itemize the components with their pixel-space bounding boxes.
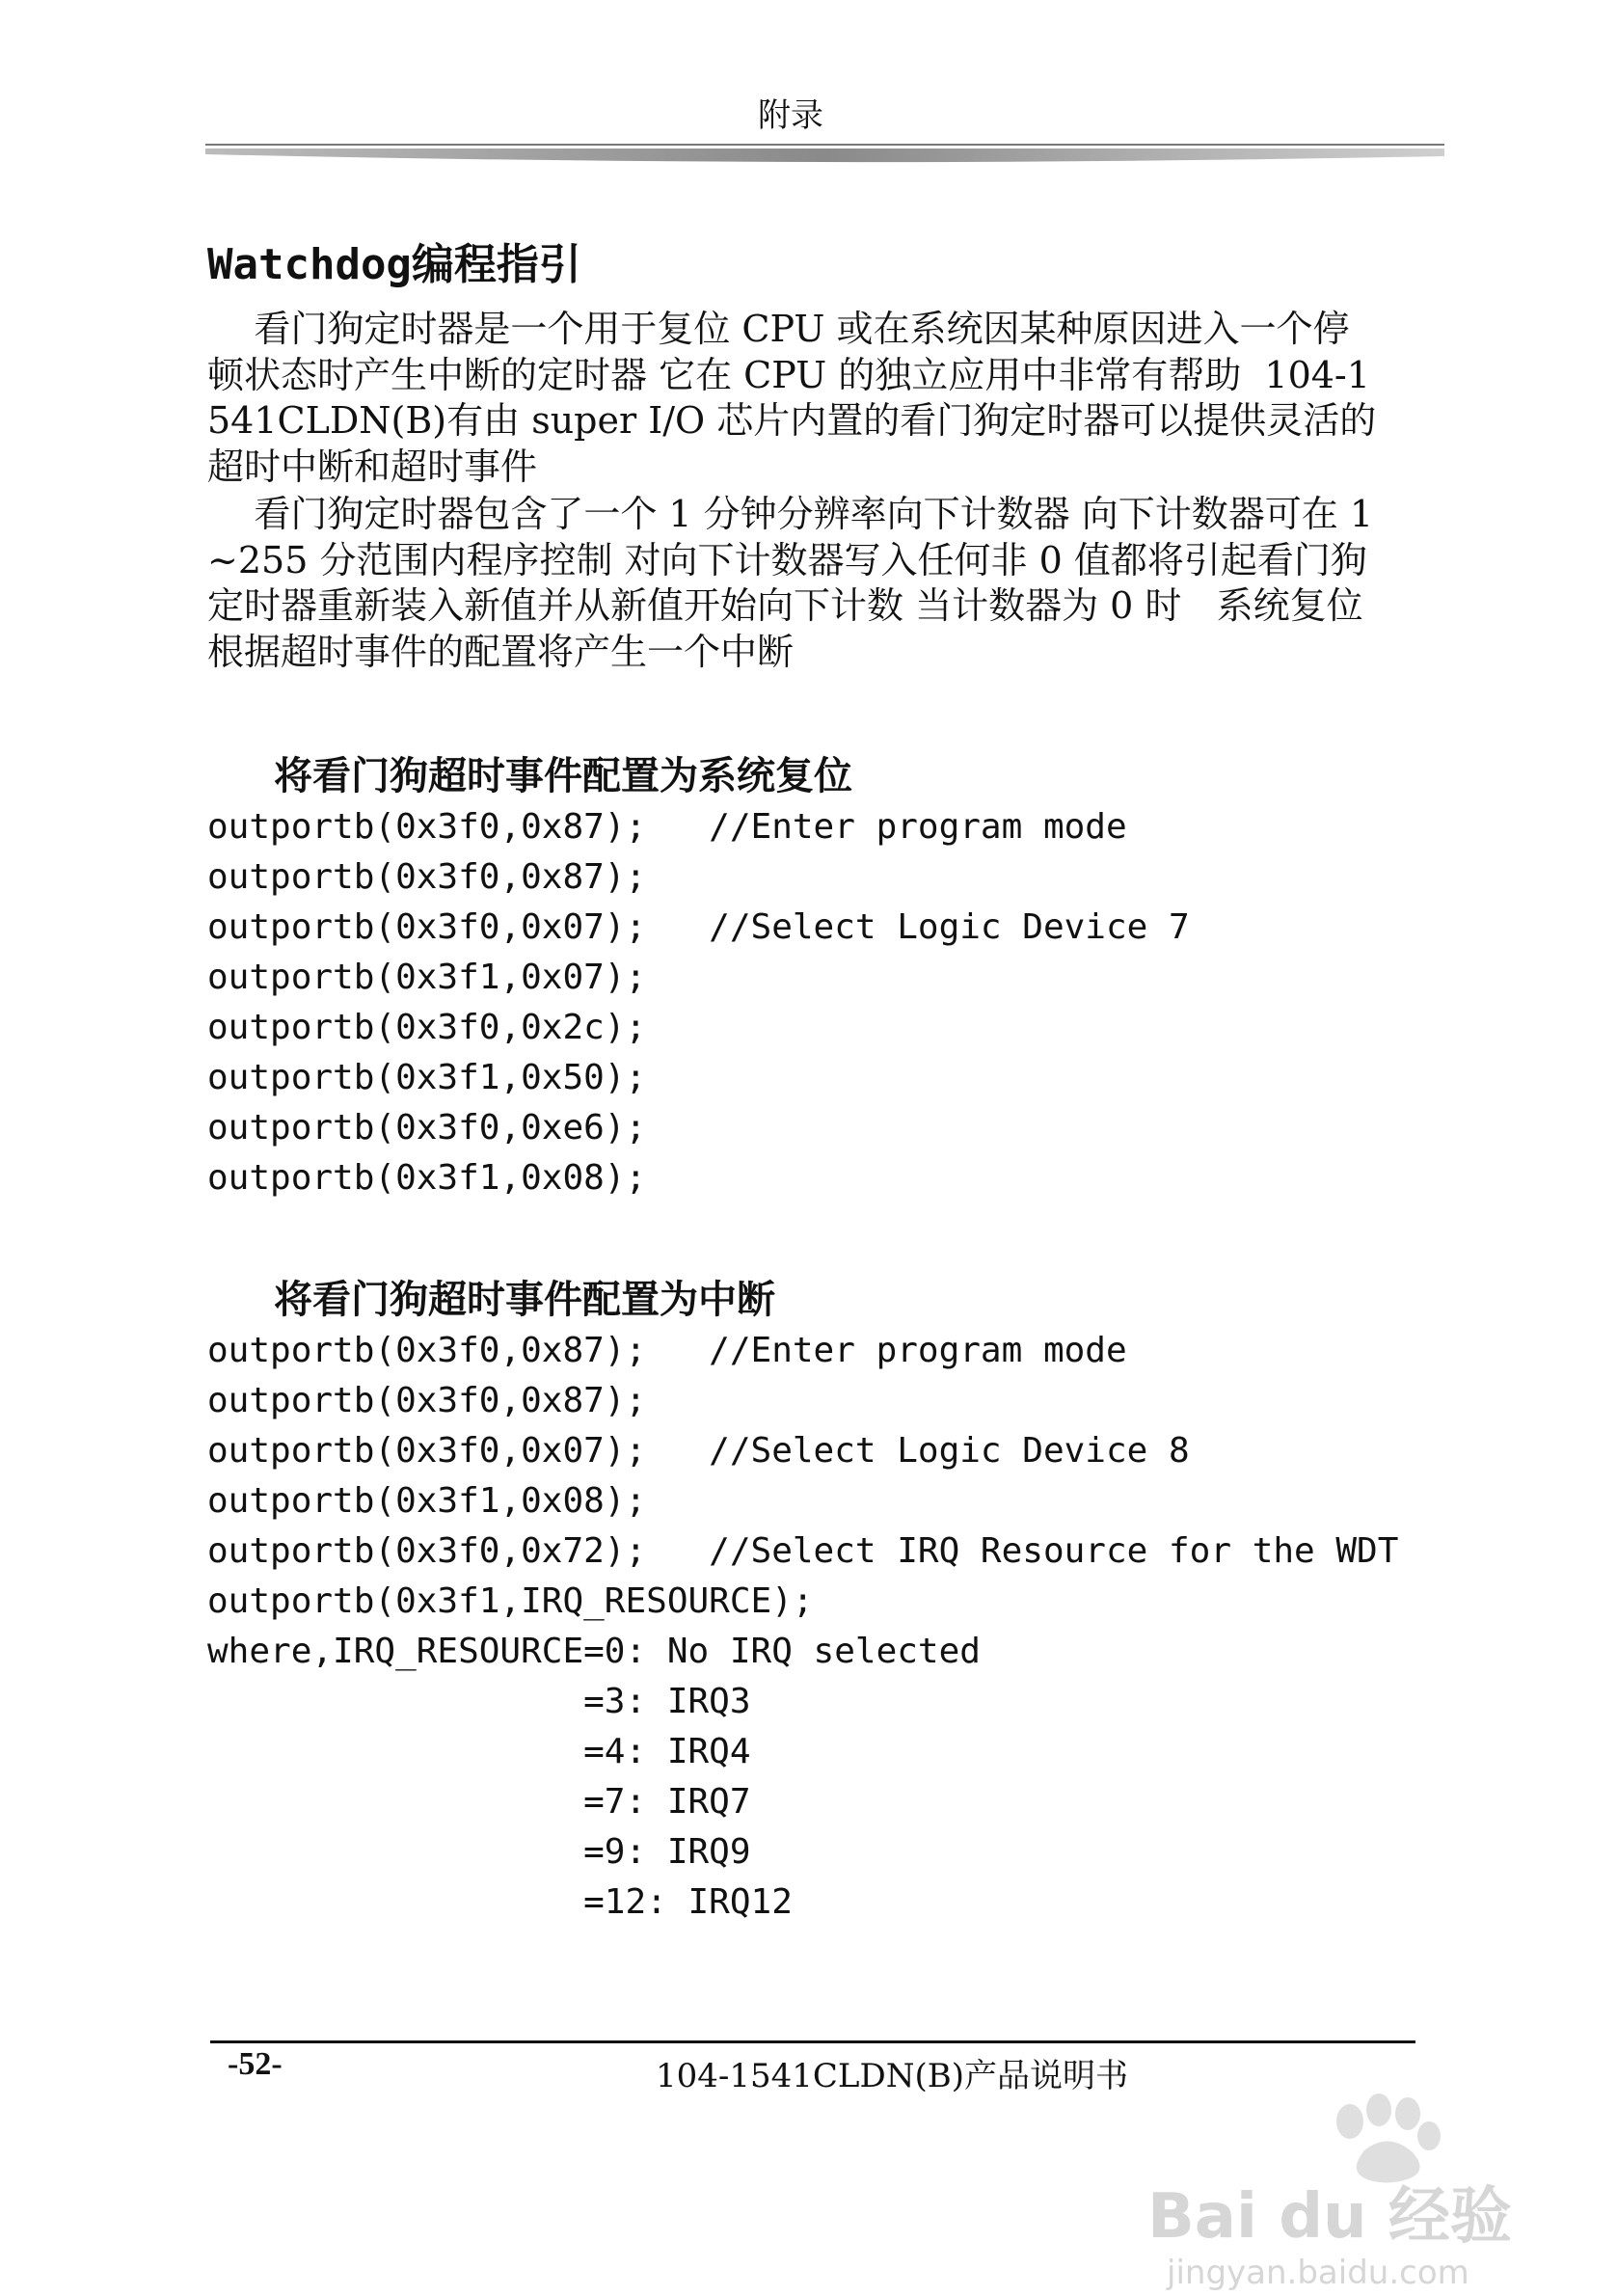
reset-config-code: outportb(0x3f0,0x87); //Enter program mode outportb(0x3f0,0x87); outportb(0x3f0,0x07); //Select Logic Device 7 outportb(0x3f1,0x07); outportb(0x3f0,0x2c); outportb(0x3f1,0x50); outportb(0x3f0,0xe6); outportb(0x3f1,0x08);: [207, 807, 1190, 1198]
baidu-jingyan-watermark: [1147, 2064, 1533, 2295]
footer-doc-title: 104-1541CLDN(B)产品说明书: [656, 2057, 1129, 2095]
header-divider: [205, 143, 1444, 164]
interrupt-config-code: outportb(0x3f0,0x87); //Enter program mode outportb(0x3f0,0x87); outportb(0x3f0,0x07); //Select Logic Device 8 outportb(0x3f1,0x08); outportb(0x3f0,0x72); //Select IRQ Resource for the WDT outportb(0x3f1,IRQ_RESOURCE); where,IRQ_RESOURCE=0: No IRQ selected =3: IRQ3 =4: IRQ4 =7: IRQ7 =9: IRQ9 =12: IRQ12: [207, 1331, 1399, 1922]
reset-config-heading: 将看门狗超时事件配置为系统复位: [274, 754, 852, 798]
page-number: -52-: [228, 2046, 283, 2082]
watermark-url: jingyan.baidu.com: [1167, 2254, 1469, 2292]
intro-paragraph-1: 看门狗定时器是一个用于复位 CPU 或在系统因某种原因进入一个停顿状态时产生中断的定时器 它在 CPU 的独立应用中非常有帮助 104-1541CLDN(B)有由 super I/O 芯片内置的看门狗定时器可以提供灵活的超时中断和超时事件: [207, 308, 1377, 488]
intro-paragraph-2: 看门狗定时器包含了一个 1 分钟分辨率向下计数器 向下计数器可在 1~255 分范围内程序控制 对向下计数器写入任何非 0 值都将引起看门狗定时器重新装入新值并从新值开始向下计数 当计数器为 0 时 系统复位 根据超时事件的配置将产生一个中断: [207, 493, 1398, 673]
page-header-title: 附录: [758, 96, 823, 135]
interrupt-config-heading: 将看门狗超时事件配置为中断: [274, 1278, 775, 1322]
watermark-brand: Bai du 经验: [1147, 2181, 1512, 2253]
section-title: Watchdog编程指引: [207, 240, 581, 289]
footer-divider: [210, 2040, 1415, 2043]
